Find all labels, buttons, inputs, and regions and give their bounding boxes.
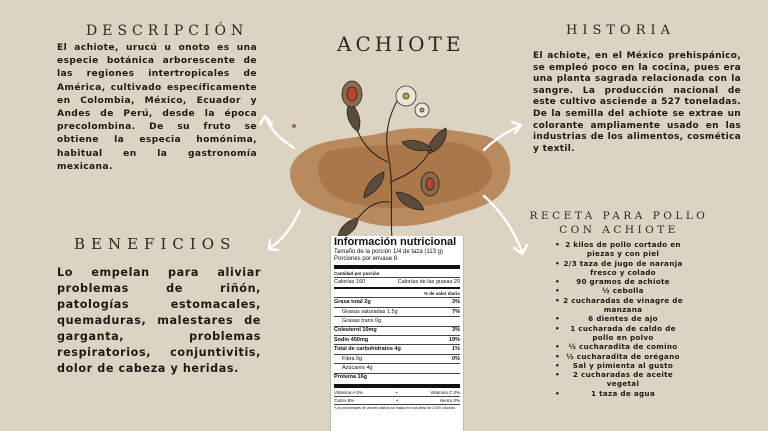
nutrient-row [334,364,460,373]
ingredient-item: • 6 dientes de ajo [555,314,685,323]
divider [334,287,460,289]
nutrient-label: Total de carbohidratos 4g [334,346,401,353]
ingredient-item: • ½ cebolla [555,286,685,295]
nutrient-pct: 3% [452,299,460,306]
minerals-row [334,397,460,404]
page-title: ACHIOTE [337,32,465,56]
ingredient-item: • 2 cucharadas de vinagre de manzana [555,296,685,315]
dv-header: % de valor diario [423,291,460,297]
ingredient-item: • 1 cucharada de caldo de pollo en polvo [555,324,685,343]
nutrient-label: Grasa total 2g [334,299,371,306]
receta-ingredient-list [555,240,685,398]
ingredient-item: • 90 gramos de achiote [555,277,685,286]
nutrient-row [334,373,460,382]
nutrient-label: Grasas saturadas 1.5g [342,308,398,315]
ingredient-item: • ½ cucharadita de comino [555,342,685,351]
calories-fat-value: Calorías de las grasas 20 [397,278,460,285]
beneficios-heading: BENEFICIOS [74,235,237,253]
arrow-to-historia [484,126,520,150]
nutrient-row [334,308,460,317]
receta-heading [524,209,714,237]
nutrient-row [334,355,460,364]
nutrient-label: Azúcares 4g [342,364,373,371]
hierro: Hierro 0% [439,397,460,403]
arrow-to-receta [484,196,522,252]
nutrient-row [334,326,460,335]
vitamin-c: Vitamina C 0% [430,389,460,395]
nutrient-label: Grasas trans 0g [342,317,382,324]
bullet-separator: • [395,389,398,395]
nutrient-pct: 19% [448,336,460,343]
historia-text: El achiote, en el México prehispánico, se empleó poco en la cocina, pues era una planta sagrada relacionada con la sangre. La producción nacional de este cultivo asciende a 527 toneladas. De la semilla del achiote se extrae un colorante ampliamente usado en las industrias de los alimentos, cosmética y textil. [533,51,741,154]
nutrient-label: Sodio 450mg [334,336,369,343]
ingredient-item: • Sal y pimienta al gusto [555,361,685,370]
nutrient-pct: 1% [452,346,460,353]
ingredient-item: • 1 taza de agua [555,389,685,398]
serving-size: Tamaño de la porción 1/4 de taza (113 g) [334,249,443,255]
servings-per-container: Porciones por envase 8 [334,256,398,262]
nutrient-pct: 7% [452,308,460,315]
nutrition-title: Información nutricional [334,236,457,248]
ingredient-item: • 2/3 taza de jugo de naranja fresco y colado [555,259,685,278]
ingredient-item: • 2 cucharadas de aceite vegetal [555,370,685,389]
receta-heading-line1: RECETA PARA POLLO [529,210,709,222]
ingredient-item: • 2 kilos de pollo cortado en piezas y con piel [555,240,685,259]
nutrient-label: Proteína 16g [334,374,368,381]
divider [334,265,460,269]
nutrition-label [330,236,464,431]
ingredient-item: • ½ cucharadita de orégano [555,352,685,361]
nutrient-label: Colesterol 10mg [334,327,377,334]
nutrient-pct: 3% [452,327,460,334]
dv-header-row [334,290,460,297]
vitamin-a: Vitamina A 0% [334,389,363,395]
nutrient-label: Fibra 0g [342,355,363,362]
nutrient-row [334,298,460,307]
vitamins-row [334,389,460,396]
amount-per-serving [334,270,460,277]
calcio: Calcio 8% [334,397,355,403]
arrow-to-beneficios [270,210,300,248]
beneficios-text: Lo empelan para aliviar problemas de riñón, patologías estomacales, quemaduras, malestares de garganta, problemas respiratorios, conjuntivitis, dolor de cabeza y heridas. [57,266,261,375]
descripcion-heading: DESCRIPCIÓN [86,23,249,39]
nutrient-row [334,317,460,326]
descripcion-text: El achiote, urucú u onoto es una especie botánica arborescente de las regiones intertropicales de América, cultivado específicamente en Colombia, México, Ecuador y Andes de Perú, desde la época precolombina. De su fruto se obtiene la especia homónima, habitual en la gastronomía mexicana. [57,43,257,172]
calories-value: Calorías 160 [334,278,366,285]
footnote: *Los porcentajes de valores diarios se basan en una dieta de 2,000 calorías [334,405,455,410]
historia-heading: HISTORIA [566,23,676,38]
bullet-separator: • [396,397,398,403]
amount-per-label: Cantidad por porción [334,271,380,276]
receta-heading-line2: CON ACHIOTE [559,224,679,236]
footnote-row [334,405,460,412]
calories-row [334,278,460,287]
nutrient-row [334,336,460,345]
nutrient-row [334,345,460,354]
divider [334,384,460,388]
nutrient-pct: 0% [452,355,460,362]
